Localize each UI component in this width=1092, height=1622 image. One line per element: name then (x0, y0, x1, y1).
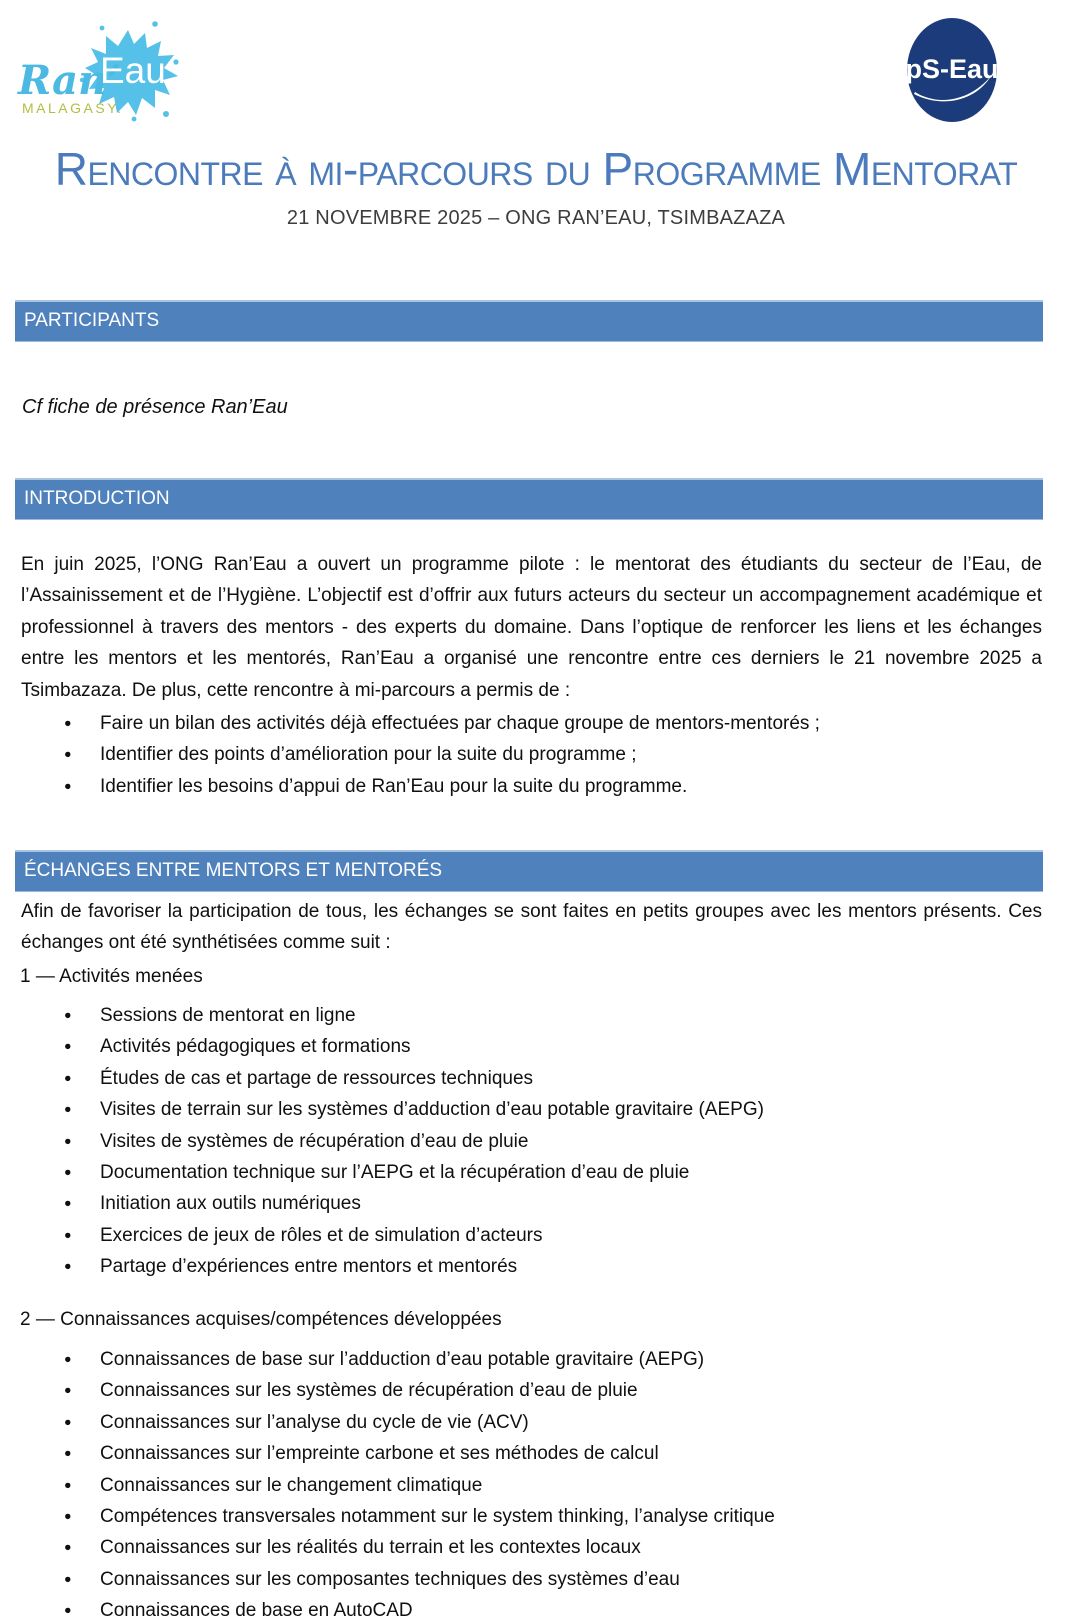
list-item: ● Faire un bilan des activités déjà effectuées par chaque groupe de mentors-mentorés ; (0, 708, 1043, 739)
list-item: ● Connaissances de base en AutoCAD (0, 1595, 1043, 1622)
list-item: ● Identifier des points d’amélioration pour la suite du programme ; (0, 739, 1043, 770)
list-item: ● Connaissances sur les réalités du terrain et les contextes locaux (0, 1532, 1043, 1563)
section-header-echanges: ÉCHANGES ENTRE MENTORS ET MENTORÉS (15, 850, 1043, 892)
page-title: Rencontre à mi-parcours du Programme Mentorat (54, 143, 1018, 195)
introduction-bullet-list (0, 708, 1043, 802)
list-item: ● Documentation technique sur l’AEPG et la récupération d’eau de pluie (0, 1157, 1043, 1188)
page-subtitle: 21 NOVEMBRE 2025 – ONG RAN’EAU, TSIMBAZAZA (286, 207, 786, 229)
echanges-paragraph: Afin de favoriser la participation de tous, les échanges se sont faites en petits groupes avec les mentors présents. Ces échanges ont été synthétisées comme suit : (21, 901, 1042, 954)
connaissances-list (0, 1344, 1043, 1622)
list-item: ● Connaissances sur le changement climatique (0, 1470, 1043, 1501)
section-header-participants: PARTICIPANTS (15, 300, 1043, 342)
raneau-ran-text: Ran’ (18, 57, 122, 104)
list-item: ● Identifier les besoins d’appui de Ran’Eau pour la suite du programme. (0, 771, 1043, 802)
pseau-label: pS-Eau (905, 54, 999, 84)
list-item: ● Études de cas et partage de ressources techniques (0, 1063, 1043, 1094)
section-header-introduction: INTRODUCTION (15, 478, 1043, 520)
raneau-logo (16, 18, 181, 122)
list-item: ● Compétences transversales notamment sur le system thinking, l’analyse critique (0, 1501, 1043, 1532)
list-item: ● Activités pédagogiques et formations (0, 1031, 1043, 1062)
list-item: ● Connaissances sur l’empreinte carbone et ses méthodes de calcul (0, 1438, 1043, 1469)
participants-note: Cf fiche de présence Ran’Eau (22, 396, 288, 418)
introduction-paragraph: En juin 2025, l’ONG Ran’Eau a ouvert un programme pilote : le mentorat des étudiants du secteur de l’Eau, de l’Assainissement et de l’Hygiène. L’objectif est d’offrir aux futurs acteurs du secteur un accompagnement académique et professionnel à travers des mentors - des experts du domaine. Dans l’optique de renforcer les liens et les échanges entre les mentors et les mentorés, Ran’Eau a organisé une rencontre entre ces derniers le 21 novembre 2025 a Tsimbazaza. De plus, cette rencontre à mi-parcours a permis de : (21, 554, 1042, 701)
list-item: ● Visites de systèmes de récupération d’eau de pluie (0, 1126, 1043, 1157)
list-item: ● Exercices de jeux de rôles et de simulation d’acteurs (0, 1220, 1043, 1251)
list-item: ● Connaissances de base sur l’adduction d’eau potable gravitaire (AEPG) (0, 1344, 1043, 1375)
raneau-eau-text: Eau (100, 50, 166, 91)
list-item: ● Visites de terrain sur les systèmes d’adduction d’eau potable gravitaire (AEPG) (0, 1094, 1043, 1125)
list-item: ● Connaissances sur les composantes techniques des systèmes d’eau (0, 1564, 1043, 1595)
list-item: ● Connaissances sur l’analyse du cycle de vie (ACV) (0, 1407, 1043, 1438)
list-item: ● Partage d’expériences entre mentors et mentorés (0, 1251, 1043, 1282)
list-item: ● Connaissances sur les systèmes de récupération d’eau de pluie (0, 1375, 1043, 1406)
group-title-activites: 1 — Activités menées (20, 966, 203, 987)
activites-list (0, 1000, 1043, 1283)
group-title-connaissances: 2 — Connaissances acquises/compétences développées (20, 1309, 502, 1330)
pseau-logo (903, 14, 1001, 126)
list-item: ● Sessions de mentorat en ligne (0, 1000, 1043, 1031)
list-item: ● Initiation aux outils numériques (0, 1188, 1043, 1219)
raneau-malagasy-text: MALAGASY. (22, 100, 124, 116)
